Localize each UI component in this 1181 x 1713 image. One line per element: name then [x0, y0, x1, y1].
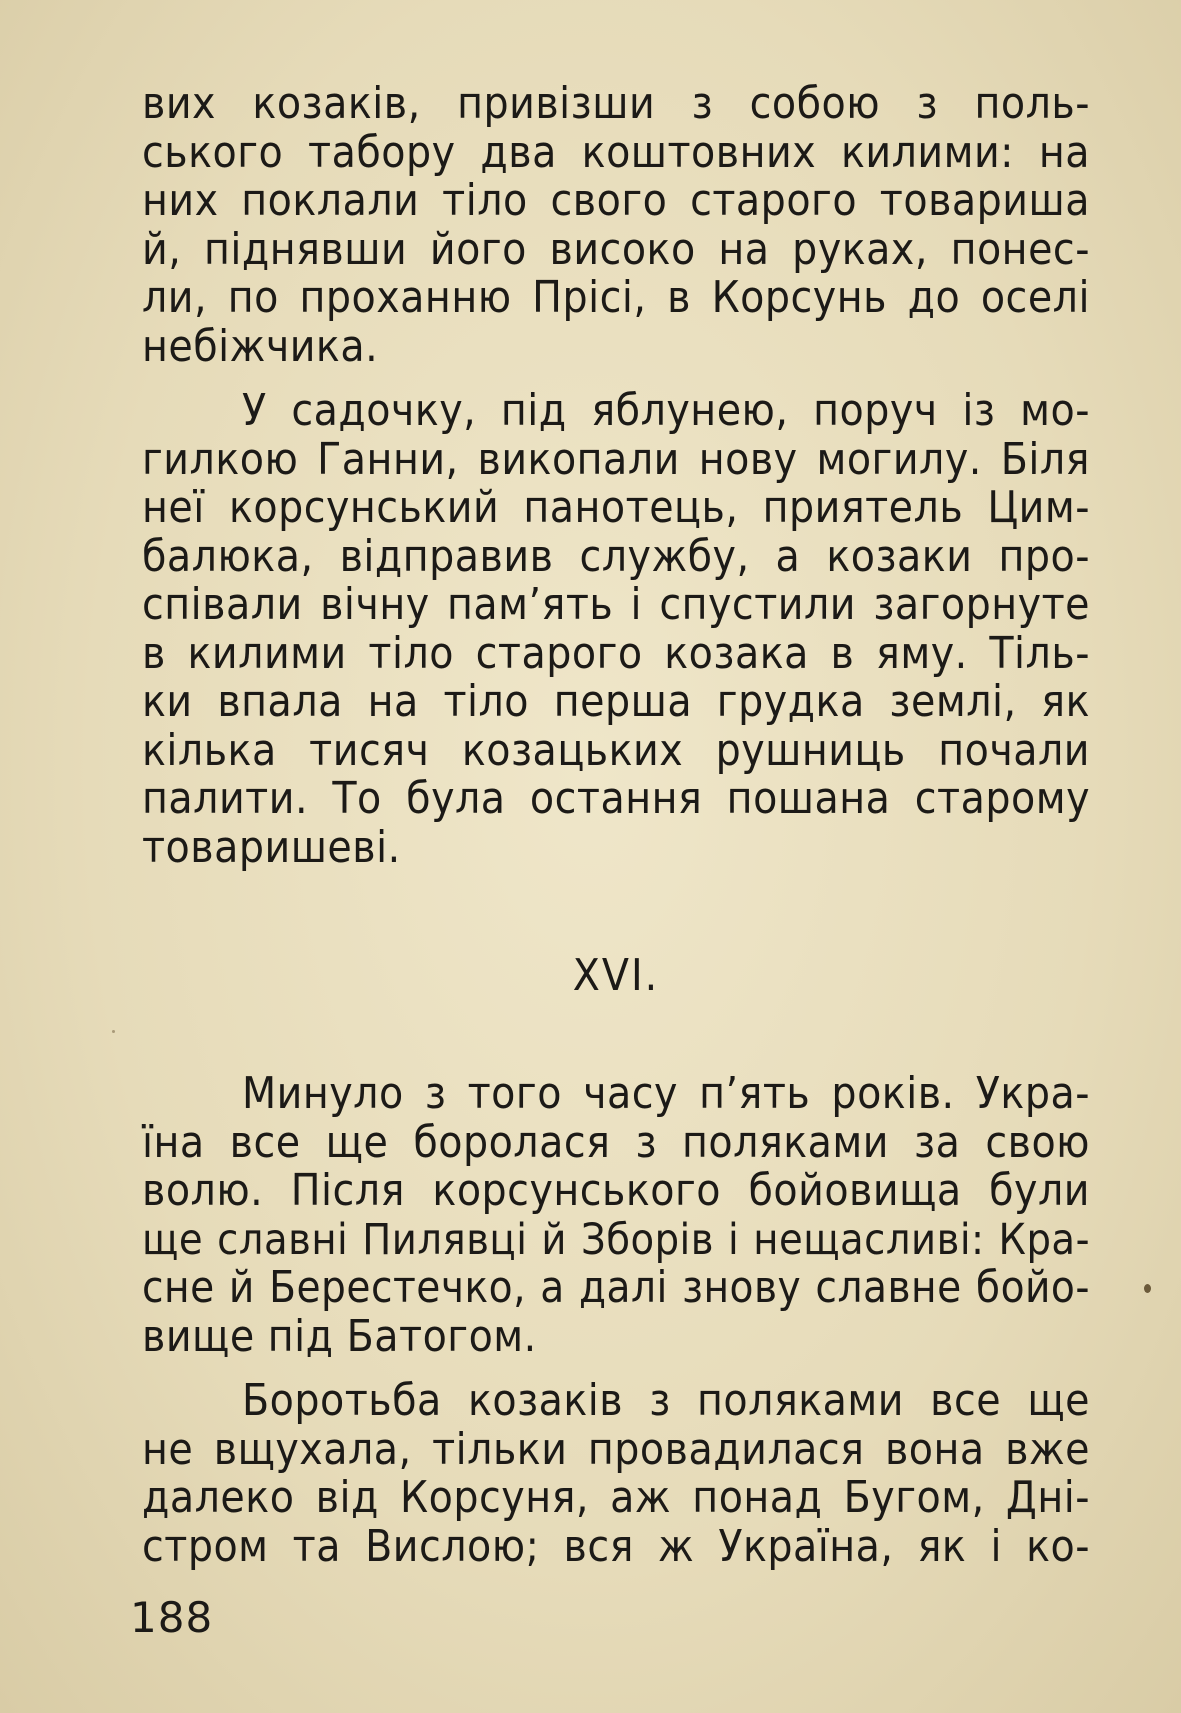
page-number: 188	[130, 1593, 214, 1642]
paper-speck	[112, 1030, 115, 1033]
text-line: товаришеві.	[142, 821, 401, 873]
text-line: них поклали тіло свого старого товариша	[142, 175, 1090, 226]
text-line: вих козаків, привізши з собою з поль-	[142, 78, 1090, 129]
text-line: неї корсунський панотець, приятель Цим-	[142, 482, 1090, 533]
text-line: балюка, відправив службу, а козаки про-	[142, 530, 1090, 582]
paragraph	[142, 1377, 1090, 1571]
text-line: ки впала на тіло перша грудка землі, як	[142, 676, 1090, 727]
text-line: їна все ще боролася з поляками за свою	[142, 1116, 1090, 1168]
text-line: вище під Батогом.	[142, 1310, 537, 1362]
text-line: Минуло з того часу п’ять років. Укра-	[242, 1068, 1090, 1119]
text-line: У садочку, під яблунею, поруч із мо-	[242, 385, 1090, 436]
text-line: співали вічну пам’ять і спустили загорнуте	[142, 579, 1090, 630]
text-line: в килими тіло старого козака в яму. Тіль-	[142, 627, 1090, 679]
chapter-heading: XVI.	[572, 950, 660, 1001]
text-line: волю. Після корсунського бойовища були	[142, 1165, 1090, 1216]
text-line: ли, по проханню Прісі, в Корсунь до оселі	[142, 272, 1090, 323]
text-line: небіжчика.	[142, 320, 379, 372]
paragraph	[142, 1070, 1090, 1361]
text-line: Боротьба козаків з поляками все ще	[242, 1375, 1090, 1426]
paper-speck	[1144, 1284, 1151, 1293]
text-line: ського табору два коштовних килими: на	[142, 126, 1090, 178]
paragraph	[142, 80, 1090, 371]
text-line: палити. То була остання пошана старому	[142, 773, 1090, 824]
text-line: й, піднявши його високо на руках, понес-	[142, 223, 1090, 275]
paragraph	[142, 387, 1090, 872]
text-line: далеко від Корсуня, аж понад Бугом, Дні-	[142, 1472, 1090, 1523]
text-line: стром та Вислою; вся ж Україна, як і ко-	[142, 1520, 1090, 1572]
text-line: кілька тисяч козацьких рушниць почали	[142, 724, 1090, 776]
text-line: гилкою Ганни, викопали нову могилу. Біля	[142, 433, 1090, 485]
text-line: не вщухала, тільки провадилася вона вже	[142, 1423, 1090, 1475]
text-line: ще славні Пилявці й Зборів і нещасливі: Кра-	[142, 1214, 1090, 1265]
body-text	[142, 80, 1090, 1571]
text-line: сне й Берестечко, а далі знову славне бойо-	[142, 1263, 1090, 1313]
